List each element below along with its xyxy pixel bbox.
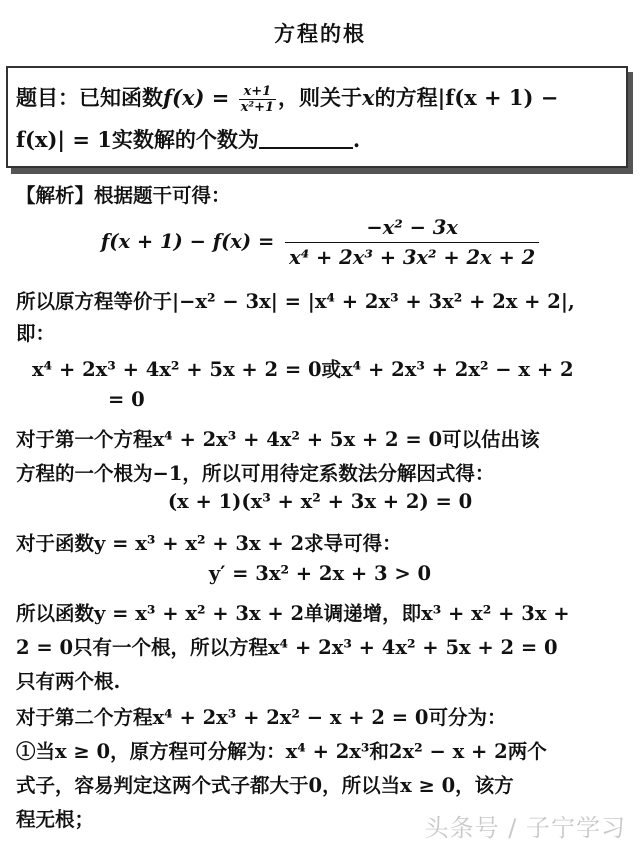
equation-3: (x + 1)(x³ + x² + 3x + 2) = 0 [167,490,473,513]
solution-line: 对于函数y = x³ + x² + 3x + 2求导可得： [16,532,402,555]
fraction-denominator: x²+1 [240,100,275,115]
problem-line-2 [16,124,360,154]
page-title: 方程的根 [274,22,366,46]
problem-function: f(x) = [163,85,237,110]
equation-denominator: x⁴ + 2x³ + 3x² + 2x + 2 [289,246,536,269]
problem-box [6,66,628,168]
problem-text: . [352,127,361,152]
problem-text: ，则关于 [278,85,363,110]
watermark: 头条号 / 子宁学习 [424,814,626,842]
equation-numerator: −x² − 3x [285,216,539,243]
problem-text: f(x)| = 1实数解的个数为 [16,127,259,152]
solution-line: 即： [16,322,56,345]
solution-line: 式子，容易判定这两个式子都大于0，所以当x ≥ 0，该方 [16,774,514,797]
solution-line: 方程的一个根为−1，所以可用待定系数法分解因式得： [16,462,495,485]
problem-var: x [362,85,375,110]
solution-line: 所以原方程等价于|−x² − 3x| = |x⁴ + 2x³ + 3x² + 2x + 2|, [16,290,575,313]
solution-line: 2 = 0只有一个根，所以方程x⁴ + 2x³ + 4x² + 5x + 2 = 0 [16,636,558,659]
solution-line: 只有两个根. [16,670,121,693]
problem-text: 的方程|f(x + 1) − [374,85,559,110]
problem-text: 题目：已知函数 [16,85,163,110]
answer-blank [259,129,353,149]
solution-intro: 【解析】根据题干可得： [16,184,231,207]
equation-fraction [285,216,539,269]
solution-line: 程无根； [16,808,95,831]
equation-2: x⁴ + 2x³ + 4x² + 5x + 2 = 0或x⁴ + 2x³ + 2x² − x + 2 [32,358,574,381]
solution-line: 对于第二个方程x⁴ + 2x³ + 2x² − x + 2 = 0可分为： [16,706,507,729]
solution-line: 所以函数y = x³ + x² + 3x + 2单调递增，即x³ + x² + 3x + [16,602,570,625]
problem-line-1 [16,82,558,115]
fraction-numerator: x+1 [239,84,276,100]
problem-fraction [239,84,276,115]
equation-4: y′ = 3x² + 2x + 3 > 0 [208,562,432,585]
solution-line: 对于第一个方程x⁴ + 2x³ + 4x² + 5x + 2 = 0可以估出该 [16,428,540,451]
equation-1 [0,216,640,269]
equation-2-cont: = 0 [108,388,145,411]
equation-left: f(x + 1) − f(x) = [100,230,282,253]
solution-line: ①当x ≥ 0，原方程可分解为：x⁴ + 2x³和2x² − x + 2两个 [16,740,547,763]
